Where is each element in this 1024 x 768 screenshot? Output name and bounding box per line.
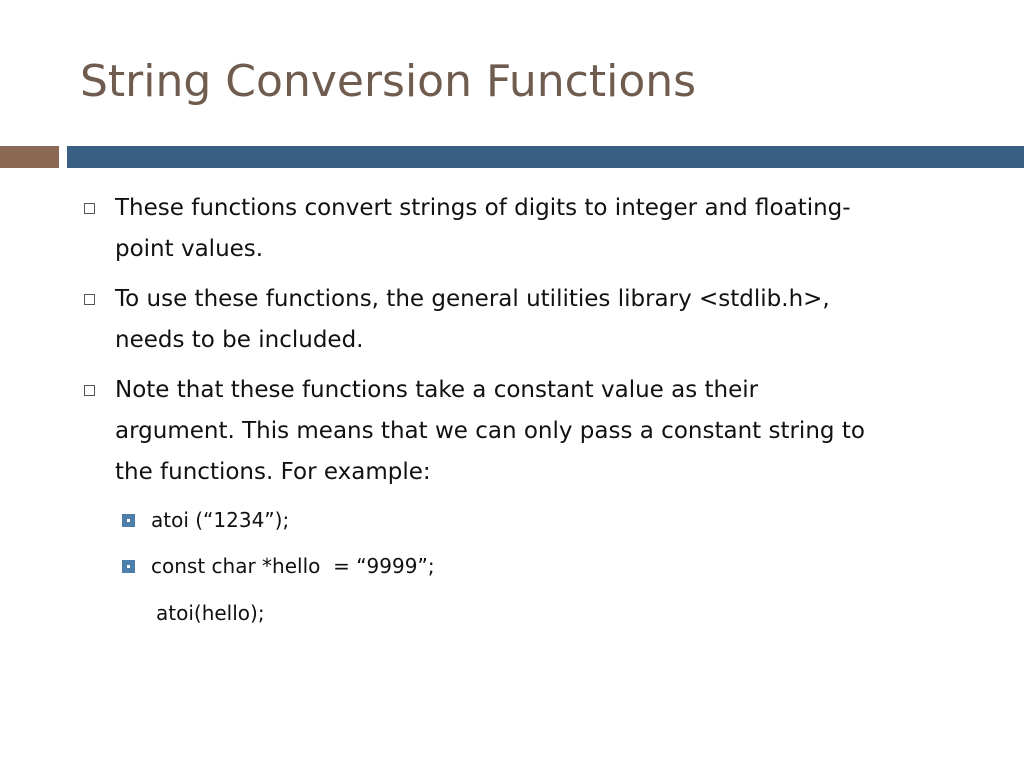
hollow-square-bullet-icon [84,385,95,396]
filled-square-bullet-icon [122,514,135,527]
bullet-3-line-1: Note that these functions take a constant value as their [115,377,759,403]
sub-bullet-2-continuation: atoi(hello); [156,601,265,625]
sub-bullet-1: atoi (“1234”); [151,508,290,532]
slide-title: String Conversion Functions [80,56,697,107]
title-divider-bar [67,146,1024,168]
bullet-3-line-3: the functions. For example: [115,459,431,485]
bullet-1-line-1: These functions convert strings of digits to integer and floating- [115,195,851,221]
hollow-square-bullet-icon [84,294,95,305]
filled-square-bullet-icon [122,560,135,573]
bullet-2-line-2: needs to be included. [115,327,364,353]
bullet-2-line-1: To use these functions, the general utilities library <stdlib.h>, [115,286,830,312]
sub-bullet-2: const char *hello = “9999”; [151,554,435,578]
title-divider-accent [0,146,59,168]
hollow-square-bullet-icon [84,203,95,214]
bullet-1-line-2: point values. [115,236,264,262]
bullet-3-line-2: argument. This means that we can only pass a constant string to [115,418,865,444]
